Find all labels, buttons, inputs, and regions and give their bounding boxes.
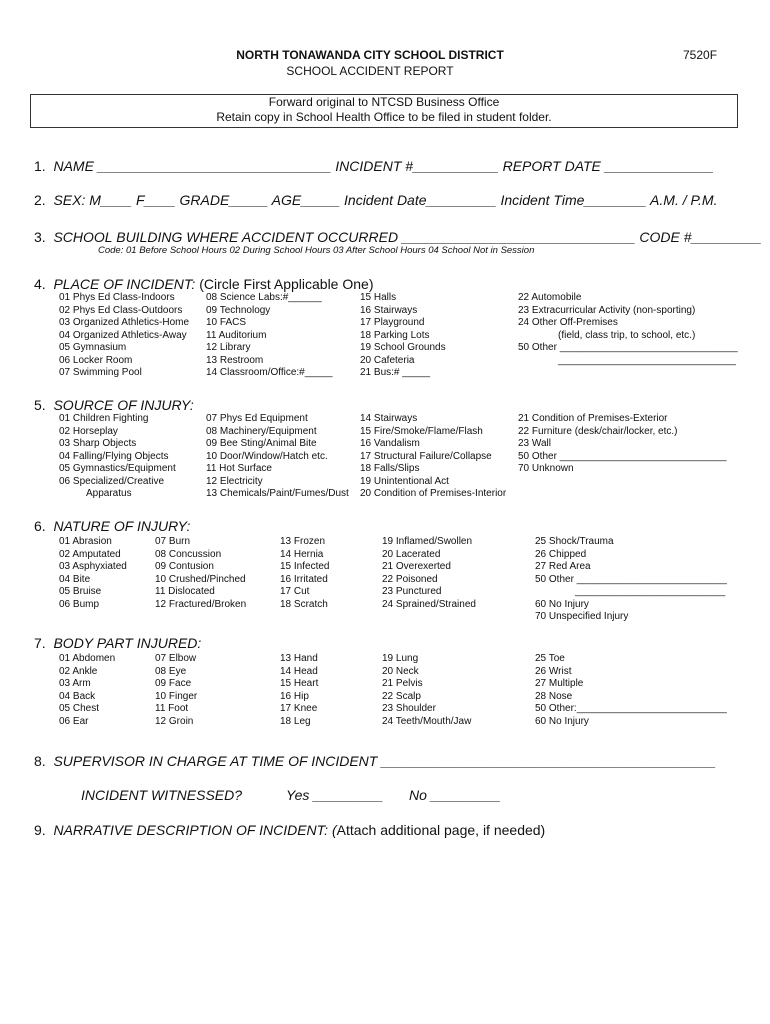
list-item[interactable]: 24 Sprained/Strained [382, 598, 476, 610]
list-item[interactable]: 16 Hip [280, 690, 309, 702]
question-1 [34, 158, 714, 174]
list-item[interactable]: 04 Falling/Flying Objects [59, 450, 169, 462]
list-item[interactable]: 10 Door/Window/Hatch etc. [206, 450, 328, 462]
question-3-number: 3. [34, 229, 46, 245]
list-item[interactable]: 14 Head [280, 665, 318, 677]
question-1-number: 1. [34, 158, 46, 174]
supervisor-field[interactable]: SUPERVISOR IN CHARGE AT TIME OF INCIDENT ___________________________________________ [53, 753, 717, 769]
question-9 [34, 822, 545, 838]
question-4-note: (Circle First Applicable One) [195, 276, 374, 292]
list-item[interactable]: 21 Condition of Premises-Exterior [518, 413, 668, 424]
source-list-col-4 [518, 413, 727, 476]
list-item[interactable]: 14 Stairways [360, 413, 418, 424]
question-4 [34, 276, 373, 292]
list-item[interactable]: 02 Phys Ed Class-Outdoors [59, 304, 183, 316]
nature-list-col-2 [155, 536, 246, 611]
list-item[interactable]: 21 Bus:# _____ [360, 367, 431, 378]
list-item[interactable]: 03 Organized Athletics-Home [59, 317, 190, 328]
list-item[interactable]: 05 Bruise [59, 586, 102, 597]
body-list-col-1 [59, 653, 115, 728]
list-item[interactable]: 08 Concussion [155, 548, 222, 560]
question-7-number: 7. [34, 635, 46, 651]
list-item[interactable]: 15 Halls [360, 292, 397, 303]
list-item[interactable]: 12 Fractured/Broken [155, 598, 247, 610]
question-7 [34, 635, 201, 651]
list-item[interactable]: 23 Shoulder [382, 703, 436, 714]
list-item[interactable]: 23 Wall [518, 438, 551, 449]
list-item[interactable]: 03 Arm [59, 678, 91, 689]
list-item[interactable]: 60 No Injury [535, 715, 589, 727]
list-item[interactable]: 21 Pelvis [382, 678, 423, 689]
list-item[interactable]: Apparatus [86, 488, 132, 499]
source-list-col-2 [206, 413, 349, 501]
list-item[interactable]: 20 Cafeteria [360, 354, 415, 366]
list-item[interactable]: 04 Organized Athletics-Away [59, 329, 187, 341]
list-item[interactable]: 15 Heart [280, 678, 319, 689]
list-item[interactable]: 07 Elbow [155, 653, 197, 664]
list-item[interactable]: 50 Other ___________________________ [535, 573, 727, 585]
list-item[interactable]: 26 Wrist [535, 665, 572, 677]
list-item[interactable]: 06 Locker Room [59, 354, 133, 366]
list-item[interactable]: 11 Auditorium [206, 329, 267, 341]
question-2-number: 2. [34, 192, 46, 208]
list-item[interactable]: 05 Gymnasium [59, 342, 127, 353]
list-item[interactable]: 25 Shock/Trauma [535, 536, 614, 547]
list-item[interactable]: 20 Neck [382, 665, 419, 677]
list-item[interactable]: 10 Crushed/Pinched [155, 573, 246, 585]
list-item[interactable]: 19 School Grounds [360, 342, 446, 353]
list-item[interactable]: 14 Hernia [280, 548, 324, 560]
list-item[interactable]: 17 Structural Failure/Collapse [360, 450, 492, 462]
list-item[interactable]: 12 Electricity [206, 475, 263, 487]
witnessed-label: INCIDENT WITNESSED? [81, 787, 243, 803]
list-item[interactable]: 18 Falls/Slips [360, 463, 420, 474]
list-item[interactable]: 09 Technology [206, 304, 271, 316]
list-item[interactable]: 09 Bee Sting/Animal Bite [206, 438, 317, 449]
list-item[interactable]: 19 Lung [382, 653, 419, 664]
witnessed-yes-field[interactable]: Yes _________ [286, 787, 384, 803]
body-list-col-3 [280, 653, 318, 728]
list-item[interactable]: 03 Sharp Objects [59, 438, 137, 449]
list-item[interactable]: 50 Other:___________________________ [535, 703, 727, 714]
list-item[interactable]: 06 Bump [59, 598, 100, 610]
list-item[interactable]: 10 FACS [206, 317, 247, 328]
list-item[interactable]: 11 Dislocated [155, 586, 215, 597]
list-item[interactable]: 70 Unknown [518, 463, 574, 474]
list-item[interactable]: 12 Groin [155, 715, 194, 727]
question-6 [34, 518, 190, 534]
list-item[interactable]: 16 Vandalism [360, 438, 420, 449]
list-item[interactable]: 26 Chipped [535, 548, 587, 560]
nature-list-col-1 [59, 536, 127, 611]
question-9-note: Attach additional page, if needed) [336, 822, 546, 838]
list-item-note: (field, class trip, to school, etc.) [558, 329, 696, 341]
list-item[interactable]: 07 Burn [155, 536, 191, 547]
list-item[interactable]: 06 Specialized/Creative [59, 475, 165, 487]
list-item[interactable]: 07 Phys Ed Equipment [206, 413, 308, 424]
question-7-label: BODY PART INJURED: [53, 635, 202, 651]
building-codes: Code: 01 Before School Hours 02 During School Hours 03 After School Hours 04 School Not in Session [98, 245, 535, 256]
list-item[interactable]: 15 Infected [280, 561, 330, 572]
list-item[interactable]: 22 Automobile [518, 292, 582, 303]
list-item[interactable]: 08 Machinery/Equipment [206, 425, 317, 437]
question-2 [34, 192, 717, 208]
list-item[interactable]: 23 Extracurricular Activity (non-sporting) [518, 304, 696, 316]
witnessed-no-field[interactable]: No _________ [409, 787, 501, 803]
list-item[interactable]: 27 Red Area [535, 561, 591, 572]
list-item-blank[interactable]: ___________________________ [575, 586, 726, 597]
list-item[interactable]: 01 Children Fighting [59, 413, 149, 424]
district-name: NORTH TONAWANDA CITY SCHOOL DISTRICT [236, 48, 504, 62]
question-8-number: 8. [34, 753, 46, 769]
list-item[interactable]: 17 Cut [280, 586, 310, 597]
list-item[interactable]: 01 Phys Ed Class-Indoors [59, 292, 175, 303]
list-item[interactable]: 21 Overexerted [382, 561, 451, 572]
list-item[interactable]: 11 Foot [155, 703, 189, 714]
place-list-col-2 [206, 292, 333, 380]
list-item[interactable]: 01 Abdomen [59, 653, 116, 664]
question-5-number: 5. [34, 397, 46, 413]
notice-line-2: Retain copy in School Health Office to be filed in student folder. [216, 110, 552, 124]
form-number: 7520F [683, 48, 718, 62]
body-list-col-4 [382, 653, 471, 728]
question-6-number: 6. [34, 518, 46, 534]
body-list-col-5 [535, 653, 727, 728]
place-list-col-3 [360, 292, 446, 380]
list-item[interactable]: 60 No Injury [535, 598, 589, 610]
list-item[interactable]: 28 Nose [535, 690, 573, 702]
list-item[interactable]: 50 Other ______________________________ [518, 450, 727, 462]
question-5-label: SOURCE OF INJURY: [53, 397, 194, 413]
list-item[interactable]: 07 Swimming Pool [59, 367, 142, 378]
body-list-col-2 [155, 653, 197, 728]
list-item-blank[interactable]: ________________________________ [558, 354, 736, 366]
question-9-label: NARRATIVE DESCRIPTION OF INCIDENT: ( [53, 822, 337, 838]
question-6-label: NATURE OF INJURY: [53, 518, 191, 534]
list-item[interactable]: 02 Amputated [59, 548, 121, 560]
list-item[interactable]: 08 Eye [155, 665, 187, 677]
list-item[interactable]: 22 Furniture (desk/chair/locker, etc.) [518, 425, 678, 437]
list-item[interactable]: 16 Stairways [360, 304, 418, 316]
nature-list-col-3 [280, 536, 329, 611]
question-4-label: PLACE OF INCIDENT: [53, 276, 196, 292]
question-1-fields[interactable]: NAME ______________________________ INCIDENT #___________ REPORT DATE ______________ [53, 158, 714, 174]
question-8 [34, 753, 716, 769]
list-item[interactable]: 15 Fire/Smoke/Flame/Flash [360, 425, 483, 437]
list-item[interactable]: 18 Leg [280, 715, 311, 727]
question-3-fields[interactable]: SCHOOL BUILDING WHERE ACCIDENT OCCURRED ______________________________ CODE #_________ [53, 229, 762, 245]
nature-list-col-5 [535, 536, 727, 624]
list-item[interactable]: 20 Lacerated [382, 548, 441, 560]
list-item[interactable]: 24 Other Off-Premises [518, 317, 618, 328]
routing-notice [30, 94, 738, 128]
place-list-col-4 [518, 292, 738, 367]
list-item[interactable]: 13 Restroom [206, 354, 264, 366]
place-list-col-1 [59, 292, 189, 380]
nature-list-col-4 [382, 536, 476, 611]
list-item[interactable]: 20 Condition of Premises-Interior [360, 488, 507, 499]
list-item[interactable]: 06 Ear [59, 715, 89, 727]
list-item[interactable]: 02 Horseplay [59, 425, 118, 437]
source-list-col-1 [59, 413, 176, 501]
list-item[interactable]: 04 Bite [59, 573, 91, 585]
list-item[interactable]: 13 Chemicals/Paint/Fumes/Dust [206, 488, 349, 499]
list-item[interactable]: 11 Hot Surface [206, 463, 272, 474]
list-item[interactable]: 22 Poisoned [382, 573, 438, 585]
list-item[interactable]: 19 Inflamed/Swollen [382, 536, 473, 547]
list-item[interactable]: 22 Scalp [382, 690, 421, 702]
list-item[interactable]: 09 Face [155, 678, 192, 689]
list-item[interactable]: 12 Library [206, 342, 251, 353]
list-item[interactable]: 01 Abrasion [59, 536, 112, 547]
list-item[interactable]: 50 Other ________________________________ [518, 342, 738, 353]
list-item[interactable]: 17 Knee [280, 703, 318, 714]
list-item[interactable]: 16 Irritated [280, 573, 328, 585]
list-item[interactable]: 24 Teeth/Mouth/Jaw [382, 715, 472, 727]
list-item[interactable]: 09 Contusion [155, 561, 214, 572]
question-9-number: 9. [34, 822, 46, 838]
report-title: SCHOOL ACCIDENT REPORT [286, 64, 454, 78]
narrative-area[interactable] [34, 845, 734, 1015]
list-item[interactable]: 19 Unintentional Act [360, 475, 449, 487]
source-list-col-3 [360, 413, 506, 501]
list-item[interactable]: 18 Scratch [280, 598, 328, 610]
list-item[interactable]: 10 Finger [155, 690, 198, 702]
list-item[interactable]: 25 Toe [535, 653, 565, 664]
question-5 [34, 397, 194, 413]
question-3 [34, 229, 762, 245]
list-item[interactable]: 02 Ankle [59, 665, 98, 677]
question-4-number: 4. [34, 276, 46, 292]
list-item[interactable]: 13 Frozen [280, 536, 326, 547]
list-item[interactable]: 23 Punctured [382, 586, 442, 597]
list-item[interactable]: 14 Classroom/Office:#_____ [206, 367, 333, 378]
list-item[interactable]: 70 Unspecified Injury [535, 611, 629, 622]
list-item[interactable]: 13 Hand [280, 653, 318, 664]
list-item[interactable]: 03 Asphyxiated [59, 561, 127, 572]
list-item[interactable]: 27 Multiple [535, 678, 584, 689]
list-item[interactable]: 05 Chest [59, 703, 100, 714]
list-item[interactable]: 18 Parking Lots [360, 329, 430, 341]
list-item[interactable]: 08 Science Labs:#______ [206, 292, 322, 303]
question-2-fields[interactable]: SEX: M____ F____ GRADE_____ AGE_____ Incident Date_________ Incident Time________ A.M. / P.M. [53, 192, 718, 208]
list-item[interactable]: 17 Playground [360, 317, 425, 328]
notice-line-1: Forward original to NTCSD Business Office [268, 95, 500, 109]
list-item[interactable]: 05 Gymnastics/Equipment [59, 463, 176, 474]
list-item[interactable]: 04 Back [59, 690, 96, 702]
